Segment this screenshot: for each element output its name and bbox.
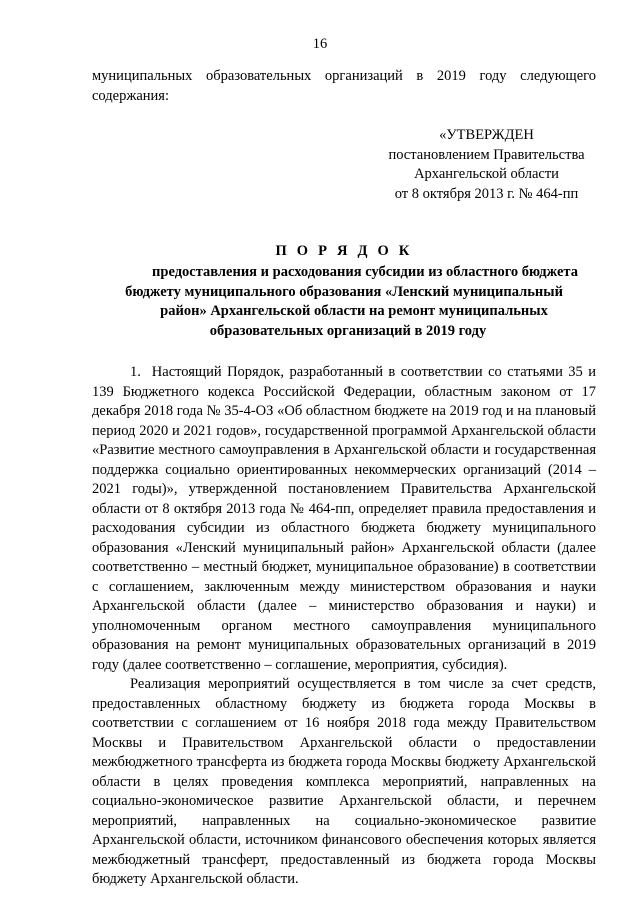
approval-line-4: от 8 октября 2013 г. № 464-пп bbox=[394, 185, 579, 202]
approval-line-1: «УТВЕРЖДЕН bbox=[439, 127, 534, 143]
document-title: П О Р Я Д О К bbox=[275, 243, 413, 259]
approval-stamp-block bbox=[92, 126, 596, 204]
subtitle-line-4: образовательных организаций в 2019 году bbox=[209, 322, 487, 339]
intro-paragraph: муниципальных образовательных организаций в 2019 году следующего содержания: bbox=[92, 68, 596, 104]
approval-line-2: постановлением Правительства bbox=[388, 146, 585, 163]
approval-line-3: Архангельской области bbox=[414, 166, 559, 182]
subtitle-line-2: бюджету муниципального образования «Ленский муниципальный bbox=[125, 283, 563, 300]
paragraph-1-text: Настоящий Порядок, разработанный в соответствии со статьями 35 и 139 Бюджетного кодекса Российской Федерации, областным законом от 17 декабря 2018 года № 35-4-ОЗ «Об областном бюджете на 2019 год и на плановый период 2020 и 2021 годов», государственной программой Архангельской области «Развитие местного самоуправления в Архангельской области и государственная поддержка социально ориентированных некоммерческих организаций (2014 – 2021 годы)», утвержденной постановлением Правительства Архангельской области от 8 октября 2013 года № 464-пп, определяет правила предоставления и расходования субсидии из областного бюджета бюджету муниципального образования «Ленский муниципальный район» Архангельской области (далее соответственно – местный бюджет, муниципальное образование) в соответствии с соглашением, заключенным между министерством образования и науки Архангельской области (далее – министерство образования и науки) и уполномоченным органом местного самоуправления муниципального образования на ремонт муниципальных образовательных организаций в 2019 году (далее соответственно – соглашение, мероприятия, субсидия). bbox=[92, 364, 596, 673]
subtitle-line-1: предоставления и расходования субсидии из областного бюджета bbox=[152, 264, 578, 280]
subtitle-line-3: район» Архангельской области на ремонт муниципальных bbox=[160, 303, 548, 319]
page-number: 16 bbox=[312, 36, 328, 52]
document-content bbox=[92, 67, 596, 890]
paragraph-2: Реализация мероприятий осуществляется в том числе за счет средств, предоставленных областному бюджету из бюджета города Москвы в соответствии с соглашением от 16 ноября 2018 года между Правительством Москвы и Правительством Архангельской области о предоставлении межбюджетного трансферта из бюджета города Москвы бюджету Архангельской области в целях проведения комплекса мероприятий, направленных на социально-экономическое развитие Архангельской области, и перечнем мероприятий, направленных на социально-экономическое развитие Архангельской области, источником финансового обеспечения которых является межбюджетный трансферт, предоставленный из бюджета города Москвы бюджету Архангельской области. bbox=[92, 676, 596, 887]
document-subtitle bbox=[92, 263, 596, 341]
document-body bbox=[92, 363, 596, 890]
paragraph-1-number: 1. bbox=[130, 364, 141, 380]
paragraph-1 bbox=[92, 363, 596, 675]
